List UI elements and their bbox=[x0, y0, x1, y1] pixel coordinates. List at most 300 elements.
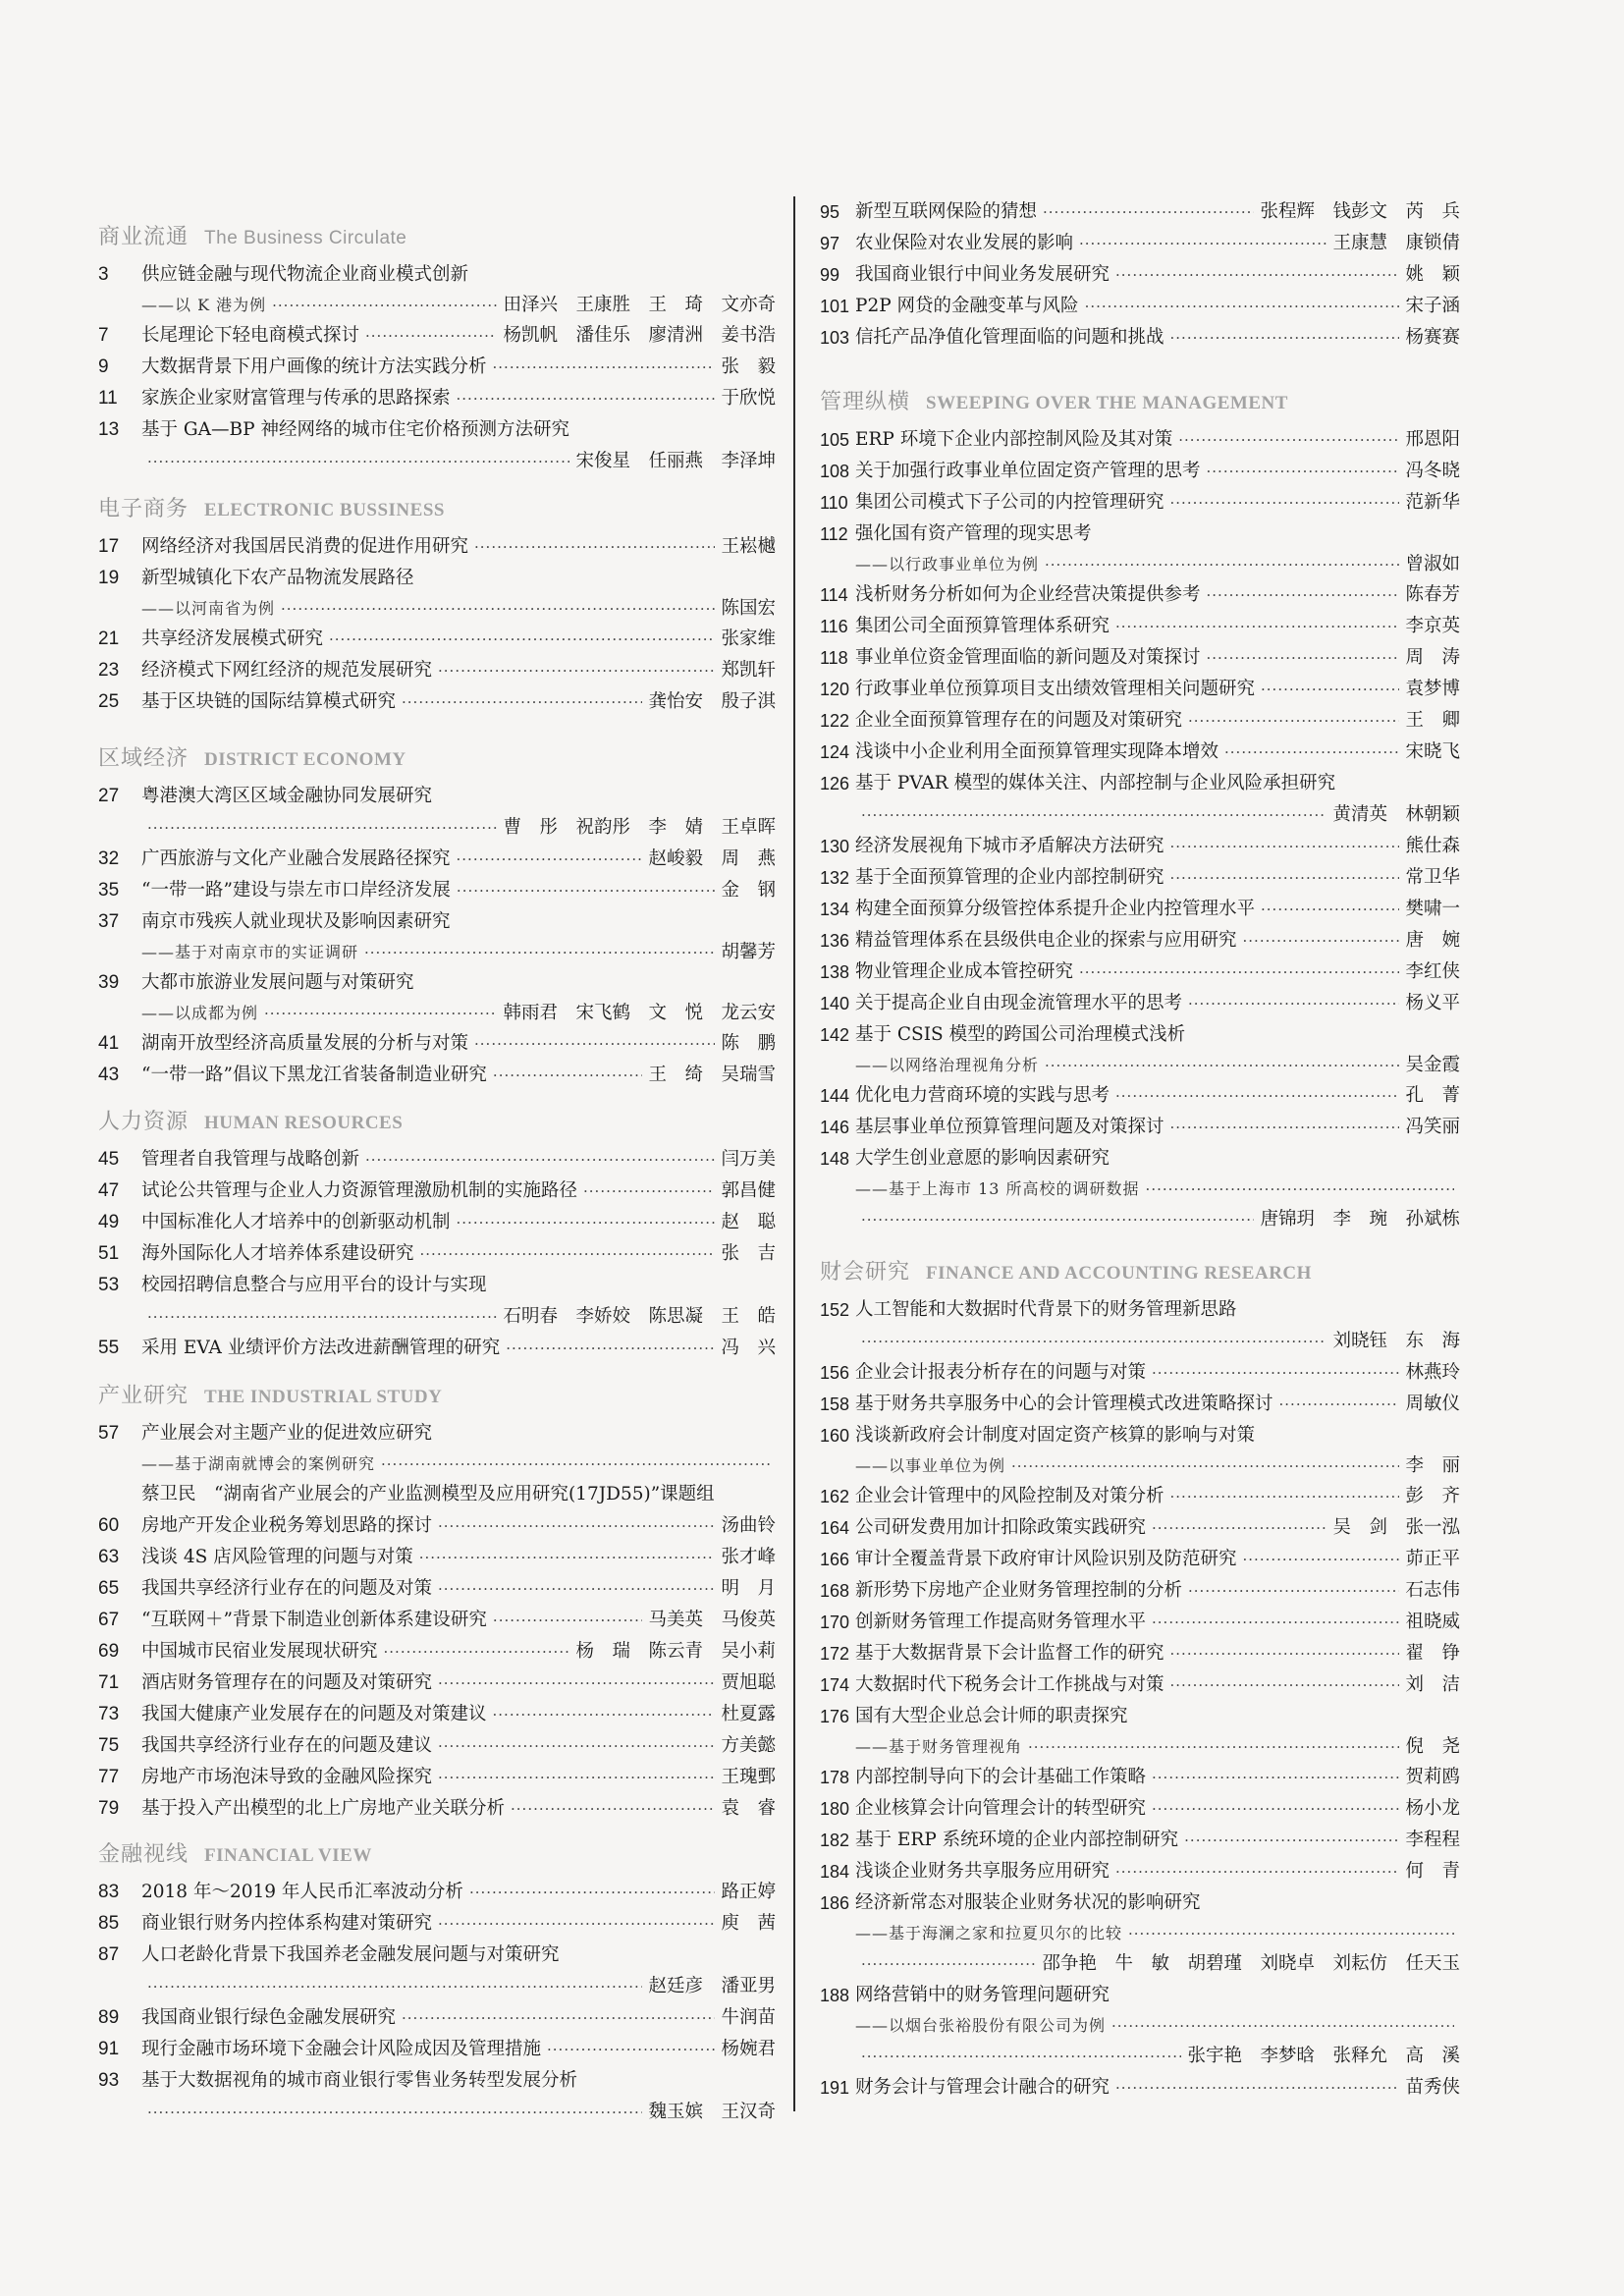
toc-entry[interactable] bbox=[820, 1638, 1460, 1669]
article-title: 基于大数据视角的城市商业银行零售业务转型发展分析 bbox=[141, 2070, 578, 2091]
toc-entry[interactable] bbox=[98, 1605, 776, 1636]
toc-entry[interactable] bbox=[98, 1418, 776, 1449]
toc-entry[interactable] bbox=[820, 196, 1460, 228]
toc-entry[interactable] bbox=[98, 1270, 776, 1301]
leader-dots bbox=[506, 1333, 715, 1364]
toc-entry[interactable] bbox=[98, 2065, 776, 2097]
toc-entry[interactable] bbox=[98, 383, 776, 414]
leader-dots bbox=[861, 1204, 1254, 1235]
page-number bbox=[820, 1919, 855, 1948]
page-number: 160 bbox=[820, 1426, 850, 1446]
toc-entry[interactable] bbox=[98, 1793, 776, 1825]
page-number: 67 bbox=[98, 1610, 120, 1630]
leader-dots bbox=[402, 2002, 715, 2034]
leader-dots bbox=[457, 875, 716, 906]
article-author: 彭 齐 bbox=[1405, 1486, 1460, 1506]
toc-entry[interactable] bbox=[98, 1144, 776, 1175]
article-title: 基于 CSIS 模型的跨国公司治理模式浅析 bbox=[855, 1024, 1186, 1045]
article-title: 商业银行财务内控体系构建对策研究 bbox=[141, 1913, 433, 1934]
article-title: 优化电力营商环境的实践与思考 bbox=[855, 1085, 1110, 1106]
section-title-en: FINANCE AND ACCOUNTING RESEARCH bbox=[926, 1263, 1312, 1284]
toc-entry[interactable] bbox=[820, 957, 1460, 988]
toc-entry-continuation[interactable] bbox=[98, 1301, 776, 1333]
section-title-cn: 电子商务 bbox=[98, 497, 189, 521]
article-title: 强化国有资产管理的现实思考 bbox=[855, 523, 1092, 544]
toc-entry[interactable] bbox=[98, 1028, 776, 1060]
toc-entry[interactable] bbox=[820, 1607, 1460, 1638]
toc-entry[interactable] bbox=[820, 768, 1460, 799]
toc-entry-continuation[interactable] bbox=[98, 1449, 776, 1479]
leader-dots bbox=[1152, 1793, 1399, 1825]
section-title-en: THE INDUSTRIAL STUDY bbox=[204, 1387, 443, 1407]
leader-dots bbox=[1079, 228, 1326, 259]
toc-entry[interactable] bbox=[820, 1294, 1460, 1326]
toc-entry[interactable] bbox=[820, 1544, 1460, 1575]
article-title: 湖南开放型经济高质量发展的分析与对策 bbox=[141, 1033, 469, 1054]
article-author: 张 毅 bbox=[721, 356, 776, 377]
toc-entry[interactable] bbox=[820, 737, 1460, 768]
page-number: 136 bbox=[820, 931, 850, 951]
page-number: 140 bbox=[820, 994, 850, 1013]
article-author: 袁梦博 bbox=[1405, 679, 1460, 699]
toc-entry-continuation[interactable] bbox=[820, 1326, 1460, 1357]
toc-entry-continuation[interactable] bbox=[98, 446, 776, 477]
page-number: 27 bbox=[98, 786, 120, 806]
section-title-en: SWEEPING OVER THE MANAGEMENT bbox=[926, 393, 1288, 413]
toc-entry[interactable] bbox=[98, 1510, 776, 1542]
section-title-en: ELECTRONIC BUSSINESS bbox=[204, 500, 445, 520]
leader-dots bbox=[147, 1971, 642, 2002]
section-title-cn: 产业研究 bbox=[98, 1384, 189, 1408]
article-title: 基于投入产出模型的北上广房地产业关联分析 bbox=[141, 1798, 506, 1819]
article-title: 基于 PVAR 模型的媒体关注、内部控制与企业风险承担研究 bbox=[855, 773, 1336, 793]
article-author: 石志伟 bbox=[1405, 1580, 1460, 1601]
page-number: 146 bbox=[820, 1118, 850, 1137]
article-title: 南京市残疾人就业现状及影响因素研究 bbox=[141, 911, 451, 932]
section-title-cn: 管理纵横 bbox=[820, 390, 911, 414]
page-number bbox=[820, 2041, 855, 2072]
toc-entry[interactable] bbox=[820, 1019, 1460, 1051]
page-number: 144 bbox=[820, 1086, 850, 1106]
toc-entry[interactable] bbox=[98, 1667, 776, 1699]
toc-entry[interactable] bbox=[820, 1856, 1460, 1887]
article-title: 经济新常态对服装企业财务状况的影响研究 bbox=[855, 1892, 1201, 1913]
toc-entry[interactable] bbox=[820, 1389, 1460, 1420]
article-title: 内部控制导向下的会计基础工作策略 bbox=[855, 1767, 1147, 1787]
page-number: 99 bbox=[820, 265, 840, 285]
toc-entry[interactable] bbox=[820, 1701, 1460, 1732]
leader-dots bbox=[1243, 925, 1400, 957]
toc-entry[interactable] bbox=[98, 1207, 776, 1238]
toc-section bbox=[98, 488, 776, 718]
toc-entry[interactable] bbox=[98, 967, 776, 999]
leader-dots bbox=[1028, 1732, 1399, 1762]
toc-entry[interactable] bbox=[98, 1762, 776, 1793]
leader-dots bbox=[583, 1175, 715, 1207]
leader-dots bbox=[1115, 611, 1399, 642]
page-number: 95 bbox=[820, 202, 840, 222]
section-title-en: The Business Circulate bbox=[204, 228, 407, 248]
article-title: ERP 环境下企业内部控制风险及其对策 bbox=[855, 429, 1173, 450]
page-number: 114 bbox=[820, 585, 848, 605]
toc-entry[interactable] bbox=[820, 424, 1460, 456]
toc-entry[interactable] bbox=[98, 259, 776, 291]
toc-entry-continuation[interactable] bbox=[98, 291, 776, 320]
toc-entry[interactable] bbox=[820, 322, 1460, 354]
toc-entry[interactable] bbox=[820, 894, 1460, 925]
toc-entry[interactable] bbox=[820, 862, 1460, 894]
section-title-cn: 区域经济 bbox=[98, 746, 189, 771]
toc-entry-continuation[interactable] bbox=[98, 1971, 776, 2002]
toc-section bbox=[98, 216, 776, 477]
article-author: 孔 菁 bbox=[1405, 1085, 1460, 1106]
toc-entry[interactable] bbox=[98, 1908, 776, 1940]
leader-dots bbox=[1207, 456, 1400, 487]
toc-entry-continuation[interactable] bbox=[820, 550, 1460, 579]
article-author: 冯冬晓 bbox=[1405, 461, 1460, 481]
toc-entry[interactable] bbox=[98, 624, 776, 655]
article-title: 我国共享经济行业存在的问题及对策 bbox=[141, 1578, 433, 1599]
toc-entry-continuation[interactable] bbox=[820, 1948, 1460, 1980]
toc-entry[interactable] bbox=[820, 988, 1460, 1019]
toc-entry[interactable] bbox=[98, 1333, 776, 1364]
page-number: 69 bbox=[98, 1641, 120, 1662]
article-author: 宋子涵 bbox=[1405, 296, 1460, 316]
leader-dots bbox=[1261, 674, 1399, 705]
page-number bbox=[820, 1948, 855, 1980]
article-title: 信托产品净值化管理面临的问题和挑战 bbox=[855, 327, 1164, 348]
article-author: 闫万美 bbox=[721, 1149, 776, 1170]
toc-entry-continuation[interactable] bbox=[98, 1479, 776, 1510]
leader-dots bbox=[1146, 1175, 1454, 1204]
article-subtitle: ——基于海澜之家和拉夏贝尔的比较 bbox=[855, 1924, 1123, 1942]
article-title: 网络经济对我国居民消费的促进作用研究 bbox=[141, 536, 469, 557]
toc-entry[interactable] bbox=[820, 674, 1460, 705]
toc-entry[interactable] bbox=[98, 352, 776, 383]
leader-dots bbox=[438, 1730, 715, 1762]
article-title: 新型城镇化下农产品物流发展路径 bbox=[141, 568, 414, 588]
toc-entry[interactable] bbox=[98, 1238, 776, 1270]
page-number: 75 bbox=[98, 1735, 120, 1756]
article-title: 房地产市场泡沫导致的金融风险探究 bbox=[141, 1767, 433, 1787]
toc-entry[interactable] bbox=[98, 531, 776, 563]
toc-entry[interactable] bbox=[98, 414, 776, 446]
toc-entry[interactable] bbox=[98, 320, 776, 352]
leader-dots bbox=[1188, 1575, 1399, 1607]
toc-section bbox=[98, 1375, 776, 1825]
leader-dots bbox=[1152, 1607, 1399, 1638]
article-title: 农业保险对农业发展的影响 bbox=[855, 233, 1074, 253]
toc-entry[interactable] bbox=[820, 1357, 1460, 1389]
toc-entry[interactable] bbox=[98, 1730, 776, 1762]
article-title: 我国共享经济行业存在的问题及建议 bbox=[141, 1735, 433, 1756]
leader-dots bbox=[457, 844, 643, 875]
article-title: 海外国际化人才培养体系建设研究 bbox=[141, 1243, 414, 1264]
article-title: 浅谈 4S 店风险管理的问题与对策 bbox=[141, 1547, 413, 1567]
article-title: 管理者自我管理与战略创新 bbox=[141, 1149, 360, 1170]
toc-entry[interactable] bbox=[98, 844, 776, 875]
article-subtitle: ——以网络治理视角分析 bbox=[855, 1056, 1040, 1074]
leader-dots bbox=[1043, 196, 1254, 228]
toc-entry[interactable] bbox=[98, 1060, 776, 1091]
article-title: 大都市旅游业发展问题与对策研究 bbox=[141, 972, 414, 993]
section-heading bbox=[98, 216, 776, 259]
toc-entry-continuation[interactable] bbox=[820, 1051, 1460, 1080]
article-author: 曹 彤 祝韵彤 李 婧 王卓晖 bbox=[503, 817, 776, 838]
leader-dots bbox=[147, 446, 569, 477]
toc-entry[interactable] bbox=[98, 563, 776, 594]
section-heading bbox=[820, 381, 1460, 424]
article-author: 庾 茜 bbox=[721, 1913, 776, 1934]
toc-entry-continuation[interactable] bbox=[820, 1919, 1460, 1948]
page-number: 71 bbox=[98, 1672, 120, 1693]
article-title: 经济发展视角下城市矛盾解决方法研究 bbox=[855, 836, 1164, 856]
toc-entry[interactable] bbox=[98, 1940, 776, 1971]
toc-entry[interactable] bbox=[820, 1762, 1460, 1793]
page-number bbox=[820, 1204, 855, 1235]
page-number: 25 bbox=[98, 691, 120, 712]
leader-dots bbox=[438, 1573, 715, 1605]
page-number: 116 bbox=[820, 617, 848, 636]
leader-dots bbox=[457, 383, 716, 414]
article-subtitle: ——基于湖南就博会的案例研究 bbox=[141, 1454, 376, 1473]
toc-entry[interactable] bbox=[820, 1825, 1460, 1856]
leader-dots bbox=[1115, 2072, 1399, 2104]
toc-entry[interactable] bbox=[98, 1573, 776, 1605]
article-title: 大数据时代下税务会计工作挑战与对策 bbox=[855, 1674, 1164, 1695]
toc-section bbox=[98, 1833, 776, 2128]
article-author: 田泽兴 王康胜 王 琦 文亦奇 bbox=[503, 295, 776, 315]
leader-dots bbox=[147, 2097, 642, 2128]
article-subtitle: ——基于上海市 13 所高校的调研数据 bbox=[855, 1179, 1140, 1198]
article-title: 浅析财务分析如何为企业经营决策提供参考 bbox=[855, 584, 1201, 605]
page-number: 55 bbox=[98, 1338, 120, 1358]
article-title: 新型互联网保险的猜想 bbox=[855, 201, 1038, 222]
article-author: 石明春 李娇姣 陈思凝 王 皓 bbox=[503, 1306, 776, 1327]
page-number: 162 bbox=[820, 1487, 850, 1506]
leader-dots bbox=[1115, 259, 1399, 291]
toc-entry[interactable] bbox=[820, 259, 1460, 291]
article-author: 郭昌健 bbox=[721, 1180, 776, 1201]
toc-entry[interactable] bbox=[820, 2072, 1460, 2104]
toc-entry[interactable] bbox=[820, 519, 1460, 550]
toc-entry[interactable] bbox=[98, 781, 776, 812]
article-title: P2P 网贷的金融变革与风险 bbox=[855, 296, 1079, 316]
article-author: 龚怡安 殷子淇 bbox=[648, 691, 776, 712]
article-title: 企业核算会计向管理会计的转型研究 bbox=[855, 1798, 1147, 1819]
toc-entry-continuation[interactable] bbox=[820, 2041, 1460, 2072]
leader-dots bbox=[1207, 642, 1400, 674]
page-number: 77 bbox=[98, 1767, 120, 1787]
page-number: 39 bbox=[98, 972, 120, 993]
toc-entry-continuation[interactable] bbox=[820, 2011, 1460, 2041]
article-title: 共享经济发展模式研究 bbox=[141, 629, 324, 649]
toc-entry[interactable] bbox=[820, 1512, 1460, 1544]
toc-entry[interactable] bbox=[98, 655, 776, 686]
leader-dots bbox=[365, 320, 497, 352]
page-number: 124 bbox=[820, 742, 850, 762]
page-number bbox=[98, 1449, 141, 1479]
leader-dots bbox=[1115, 1856, 1399, 1887]
article-author: 赵廷彦 潘亚男 bbox=[648, 1976, 776, 1996]
toc-entry[interactable] bbox=[820, 1143, 1460, 1175]
toc-entry[interactable] bbox=[98, 875, 776, 906]
toc-entry[interactable] bbox=[820, 1887, 1460, 1919]
section-heading bbox=[98, 488, 776, 531]
leader-dots bbox=[419, 1542, 716, 1573]
leader-dots bbox=[493, 1060, 643, 1091]
article-author: 贺莉鸥 bbox=[1405, 1767, 1460, 1787]
toc-entry[interactable] bbox=[820, 228, 1460, 259]
toc-entry[interactable] bbox=[98, 1877, 776, 1908]
toc-entry-continuation[interactable] bbox=[98, 812, 776, 844]
page-number: 57 bbox=[98, 1423, 120, 1444]
toc-entry[interactable] bbox=[820, 487, 1460, 519]
toc-entry[interactable] bbox=[820, 456, 1460, 487]
article-author: 王康慧 康锁倩 bbox=[1332, 233, 1460, 253]
toc-entry[interactable] bbox=[98, 1175, 776, 1207]
page-number: 93 bbox=[98, 2070, 120, 2091]
page-number bbox=[98, 1301, 141, 1333]
page-number: 35 bbox=[98, 880, 120, 901]
page-number bbox=[98, 446, 141, 477]
toc-entry-continuation[interactable] bbox=[98, 2097, 776, 2128]
article-author: 王瑰鄄 bbox=[721, 1767, 776, 1787]
article-author: 常卫华 bbox=[1405, 867, 1460, 888]
section-heading bbox=[98, 738, 776, 781]
toc-entry-continuation[interactable] bbox=[820, 1451, 1460, 1481]
leader-dots bbox=[493, 352, 716, 383]
toc-entry[interactable] bbox=[820, 611, 1460, 642]
toc-entry[interactable] bbox=[820, 1669, 1460, 1701]
article-title: 我国商业银行中间业务发展研究 bbox=[855, 264, 1110, 285]
toc-entry[interactable] bbox=[820, 1980, 1460, 2011]
leader-dots bbox=[147, 812, 497, 844]
leader-dots bbox=[547, 2034, 715, 2065]
leader-dots bbox=[438, 1908, 715, 1940]
article-title: 试论公共管理与企业人力资源管理激励机制的实施路径 bbox=[141, 1180, 578, 1201]
article-author: 王崧樾 bbox=[721, 536, 776, 557]
toc-entry[interactable] bbox=[820, 831, 1460, 862]
leader-dots bbox=[474, 531, 715, 563]
article-author: 李 丽 bbox=[1405, 1455, 1460, 1476]
article-title: 事业单位资金管理面临的新问题及对策探讨 bbox=[855, 647, 1201, 668]
toc-entry-continuation[interactable] bbox=[98, 999, 776, 1028]
leader-dots bbox=[1170, 831, 1400, 862]
article-title: 精益管理体系在县级供电企业的探索与应用研究 bbox=[855, 930, 1237, 951]
page-number: 184 bbox=[820, 1862, 850, 1882]
article-author: 林燕玲 bbox=[1405, 1362, 1460, 1383]
toc-entry[interactable] bbox=[98, 1542, 776, 1573]
page-number bbox=[820, 799, 855, 831]
toc-entry[interactable] bbox=[98, 2034, 776, 2065]
page-number: 37 bbox=[98, 911, 120, 932]
page-number bbox=[98, 1971, 141, 2002]
toc-entry[interactable] bbox=[98, 1636, 776, 1667]
toc-entry[interactable] bbox=[820, 1080, 1460, 1112]
toc-entry[interactable] bbox=[98, 906, 776, 938]
article-author: 宋俊星 任丽燕 李泽坤 bbox=[575, 451, 776, 471]
section-heading bbox=[820, 1251, 1460, 1294]
toc-entry[interactable] bbox=[820, 1420, 1460, 1451]
toc-entry-continuation[interactable] bbox=[98, 938, 776, 967]
article-author: 冯笑丽 bbox=[1405, 1117, 1460, 1137]
page-number bbox=[820, 550, 855, 579]
leader-dots bbox=[1085, 291, 1400, 322]
article-title: 基于 GA—BP 神经网络的城市住宅价格预测方法研究 bbox=[141, 419, 569, 440]
article-title: 新形势下房地产企业财务管理控制的分析 bbox=[855, 1580, 1183, 1601]
article-title: 房地产开发企业税务筹划思路的探讨 bbox=[141, 1515, 433, 1536]
toc-entry-continuation[interactable] bbox=[820, 799, 1460, 831]
toc-entry-continuation[interactable] bbox=[98, 594, 776, 624]
toc-entry-continuation[interactable] bbox=[820, 1204, 1460, 1235]
page-number bbox=[820, 1175, 855, 1204]
page-number: 60 bbox=[98, 1515, 120, 1536]
column-divider bbox=[793, 196, 795, 2111]
toc-entry[interactable] bbox=[820, 579, 1460, 611]
article-subtitle: ——以行政事业单位为例 bbox=[855, 555, 1040, 574]
article-author: 邢恩阳 bbox=[1405, 429, 1460, 450]
leader-dots bbox=[1170, 322, 1400, 354]
page-number bbox=[98, 999, 141, 1028]
toc-entry[interactable] bbox=[820, 1793, 1460, 1825]
toc-entry[interactable] bbox=[820, 1575, 1460, 1607]
article-title: 集团公司全面预算管理体系研究 bbox=[855, 616, 1110, 636]
page-number: 91 bbox=[98, 2039, 120, 2059]
article-author: 张 吉 bbox=[721, 1243, 776, 1264]
leader-dots bbox=[329, 624, 715, 655]
page-number: 23 bbox=[98, 660, 120, 681]
page-number: 130 bbox=[820, 837, 850, 856]
toc-entry[interactable] bbox=[98, 2002, 776, 2034]
toc-entry[interactable] bbox=[98, 686, 776, 718]
leader-dots bbox=[1170, 1669, 1400, 1701]
article-title: 广西旅游与文化产业融合发展路径探究 bbox=[141, 848, 451, 869]
article-title: 集团公司模式下子公司的内控管理研究 bbox=[855, 492, 1164, 513]
article-author: 张家维 bbox=[721, 629, 776, 649]
article-title: “一带一路”建设与崇左市口岸经济发展 bbox=[141, 880, 451, 901]
toc-entry-continuation[interactable] bbox=[820, 1175, 1460, 1204]
article-author: 赵峻毅 周 燕 bbox=[648, 848, 776, 869]
article-title: “一带一路”倡议下黑龙江省装备制造业研究 bbox=[141, 1065, 487, 1085]
article-title: 采用 EVA 业绩评价方法改进薪酬管理的研究 bbox=[141, 1338, 501, 1358]
article-author: 明 月 bbox=[721, 1578, 776, 1599]
article-title: 我国大健康产业发展存在的问题及对策建议 bbox=[141, 1704, 487, 1724]
toc-entry[interactable] bbox=[820, 1481, 1460, 1512]
article-title: 我国商业银行绿色金融发展研究 bbox=[141, 2007, 397, 2028]
toc-entry[interactable] bbox=[820, 642, 1460, 674]
page-number: 3 bbox=[98, 264, 109, 285]
toc-entry[interactable] bbox=[820, 705, 1460, 737]
page-number: 83 bbox=[98, 1882, 120, 1902]
toc-entry[interactable] bbox=[820, 925, 1460, 957]
leader-dots bbox=[861, 1326, 1326, 1357]
toc-entry[interactable] bbox=[98, 1699, 776, 1730]
leader-dots bbox=[1178, 424, 1399, 456]
article-author: 韩雨君 宋飞鹤 文 悦 龙云安 bbox=[503, 1003, 776, 1023]
article-author: 王 绮 吴瑞雪 bbox=[648, 1065, 776, 1085]
article-title: 基于财务共享服务中心的会计管理模式改进策略探讨 bbox=[855, 1394, 1273, 1414]
page-number: 180 bbox=[820, 1799, 850, 1819]
article-author: 茆正平 bbox=[1405, 1549, 1460, 1569]
toc-entry[interactable] bbox=[820, 291, 1460, 322]
toc-entry[interactable] bbox=[820, 1112, 1460, 1143]
leader-dots bbox=[384, 1636, 570, 1667]
toc-entry-continuation[interactable] bbox=[820, 1732, 1460, 1762]
leader-dots bbox=[402, 686, 642, 718]
article-title: 校园招聘信息整合与应用平台的设计与实现 bbox=[141, 1275, 487, 1295]
page-number: 138 bbox=[820, 962, 850, 982]
